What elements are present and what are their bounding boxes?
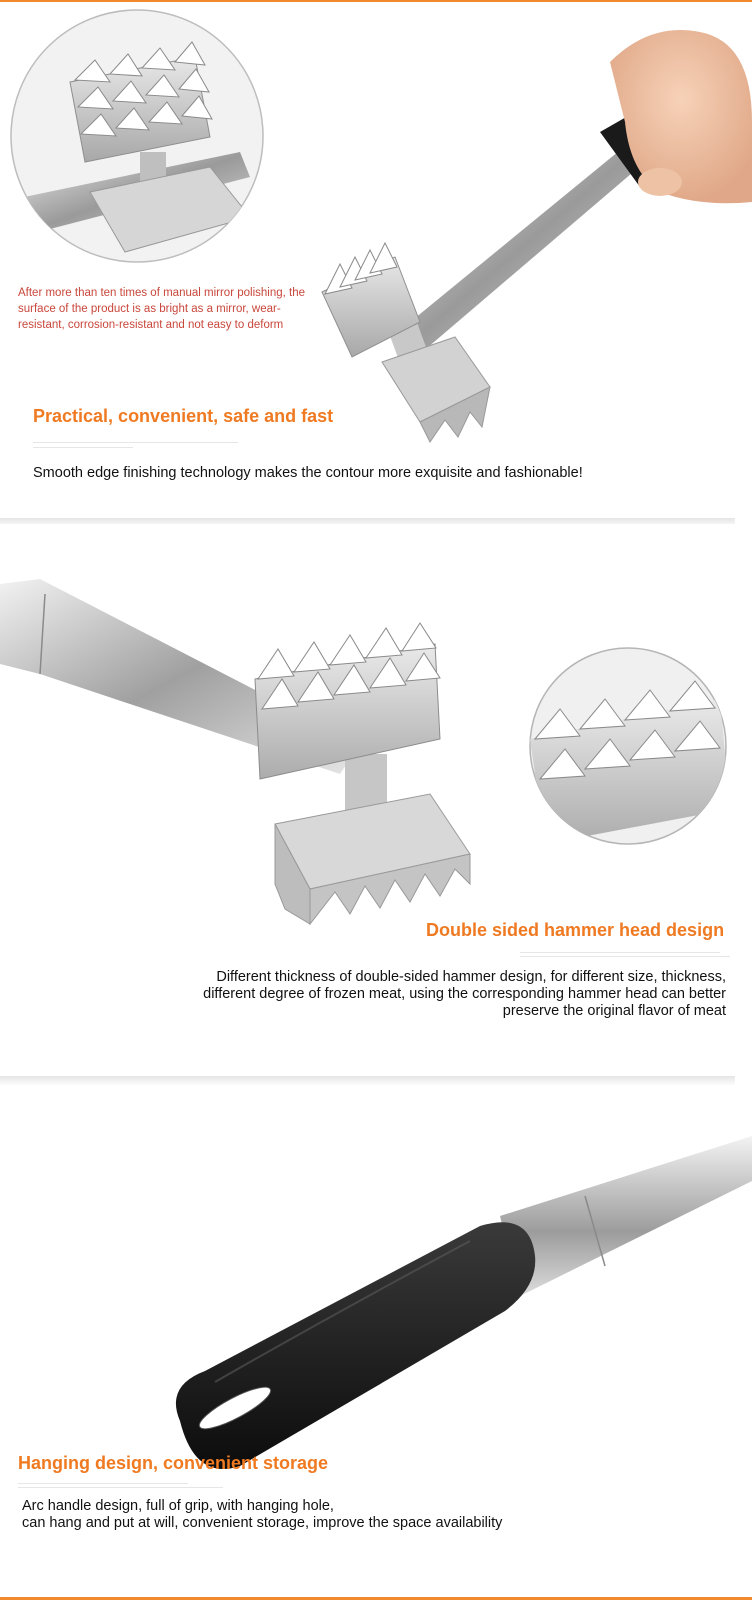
zoom-circle xyxy=(0,10,263,262)
fine-print-line xyxy=(18,1483,188,1484)
body-hanging-line-2: can hang and put at will, convenient storage, improve the space availability xyxy=(22,1515,503,1531)
section-double-sided xyxy=(0,524,752,1076)
fine-print-line xyxy=(33,447,133,448)
section-divider xyxy=(0,1076,735,1086)
fine-print-line xyxy=(520,956,730,957)
fine-print-line xyxy=(33,442,238,443)
section-hanging xyxy=(0,1086,752,1597)
body-double-sided-line-2: different degree of frozen meat, using the corresponding hammer head can better xyxy=(203,986,726,1002)
headline-practical: Practical, convenient, safe and fast xyxy=(33,406,334,426)
fine-print-line xyxy=(520,952,720,953)
hammer-in-hand xyxy=(322,30,752,442)
fine-print-line xyxy=(18,1487,223,1488)
section-mirror-polish xyxy=(0,2,752,518)
headline-hanging: Hanging design, convenient storage xyxy=(18,1453,329,1473)
headline-double-sided: Double sided hammer head design xyxy=(426,920,725,940)
body-smooth-edge: Smooth edge finishing technology makes the contour more exquisite and fashionable! xyxy=(33,465,583,481)
zoom-circle xyxy=(530,648,730,844)
polish-description: After more than ten times of manual mirror polishing, the surface of the product is as bright as a mirror, wear-resistant, corrosion-resistant and not easy to deform xyxy=(18,287,305,331)
hammer-with-hand-illustration xyxy=(0,2,752,518)
body-double-sided-line-3: preserve the original flavor of meat xyxy=(502,1003,726,1019)
body-hanging-line-1: Arc handle design, full of grip, with hanging hole, xyxy=(22,1498,334,1514)
body-double-sided-line-1: Different thickness of double-sided hammer design, for different size, thickness, xyxy=(216,969,726,985)
